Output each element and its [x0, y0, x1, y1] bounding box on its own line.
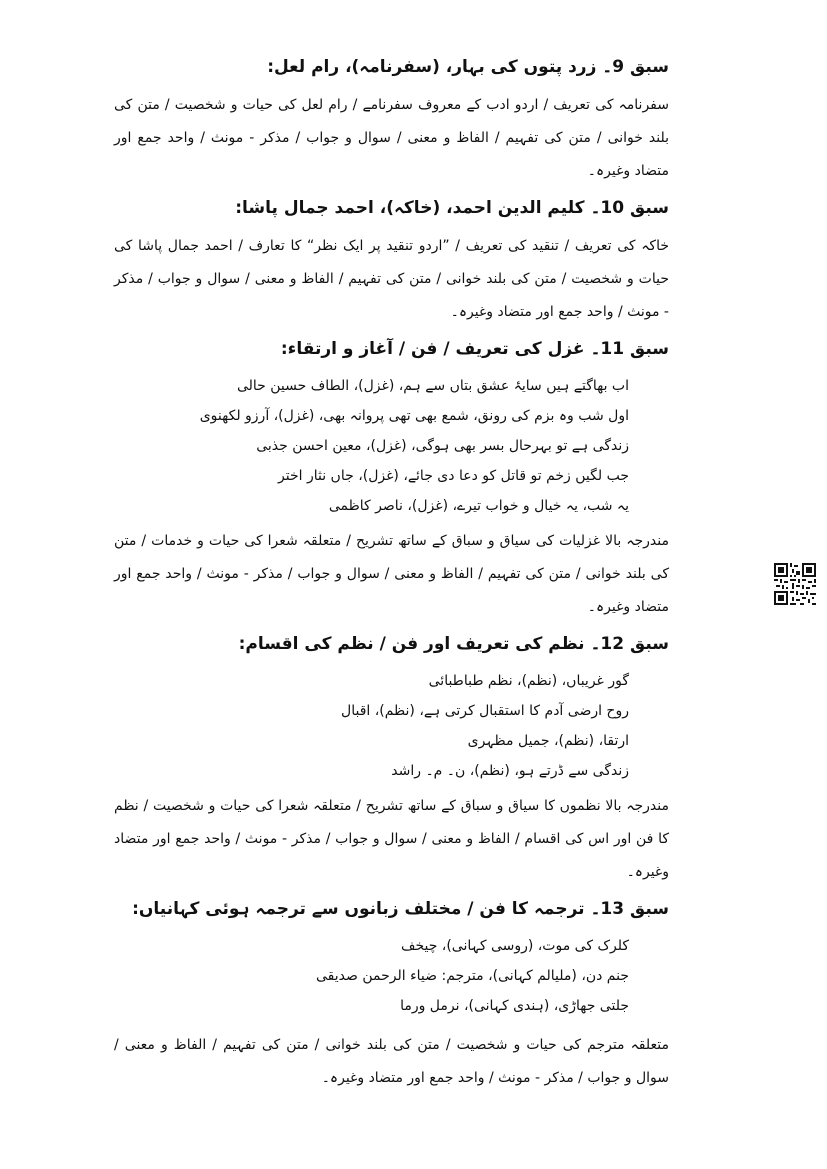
list-item: زندگی ہے تو بہرحال بسر بھی ہوگی، (غزل)، معین احسن جذبی: [256, 438, 629, 454]
list-item: جنم دن، (ملیالم کہانی)، مترجم: ضیاء الرحمن صدیقی: [316, 968, 629, 984]
lesson-description: متعلقہ مترجم کی حیات و شخصیت / متن کی بلند خوانی / متن کی تفہیم / الفاظ و معنی / سوال و جواب / مذکر - مونث / واحد جمع اور متضاد وغیرہ۔: [114, 1037, 669, 1086]
nazm-list: [114, 666, 669, 786]
lesson-description: خاکہ کی تعریف / تنقید کی تعریف / ”اردو تنقید پر ایک نظر“ کا تعارف / احمد جمال پاشا کی حیات و شخصیت / متن کی بلند خوانی / متن کی تفہیم / الفاظ و معنی / سوال و جواب / مذکر - مونث / واحد جمع اور متضاد وغیرہ۔: [114, 238, 669, 320]
list-item: ارتقا، (نظم)، جمیل مظہری: [467, 733, 629, 749]
lesson-heading: سبق 13۔ ترجمہ کا فن / مختلف زبانوں سے ترجمہ ہوئی کہانیاں:: [132, 899, 669, 919]
story-list: [114, 931, 669, 1021]
list-item: کلرک کی موت، (روسی کہانی)، چیخف: [400, 938, 629, 954]
lesson-heading: سبق 12۔ نظم کی تعریف اور فن / نظم کی اقسام:: [238, 634, 669, 654]
lesson-9: [114, 55, 669, 188]
syllabus-content: [114, 55, 669, 1103]
qr-code-icon: [774, 563, 816, 605]
lesson-heading: سبق 11۔ غزل کی تعریف / فن / آغاز و ارتقاء:: [280, 339, 669, 359]
lesson-10: [114, 196, 669, 329]
lesson-11: [114, 337, 669, 624]
list-item: گور غریباں، (نظم)، نظم طباطبائی: [428, 673, 629, 689]
lesson-heading: سبق 9۔ زرد پتوں کی بہار، (سفرنامہ)، رام لعل:: [267, 57, 669, 77]
list-item: اب بھاگتے ہیں سایۂ عشق بتاں سے ہم، (غزل)، الطاف حسین حالی: [236, 378, 629, 394]
ghazal-list: [114, 371, 669, 521]
lesson-description: مندرجہ بالا غزلیات کی سیاق و سباق کے ساتھ تشریح / متعلقہ شعرا کی حیات و خدمات / متن کی بلند خوانی / متن کی تفہیم / الفاظ و معنی / سوال و جواب / مذکر - مونث / واحد جمع اور متضاد وغیرہ۔: [114, 533, 669, 615]
list-item: روح ارضی آدم کا استقبال کرتی ہے، (نظم)، اقبال: [341, 703, 629, 719]
list-item: جلتی جھاڑی، (ہندی کہانی)، نرمل ورما: [400, 998, 629, 1014]
list-item: یہ شب، یہ خیال و خواب تیرے، (غزل)، ناصر کاظمی: [328, 498, 629, 514]
lesson-12: [114, 632, 669, 889]
lesson-heading: سبق 10۔ کلیم الدین احمد، (خاکہ)، احمد جمال پاشا:: [235, 198, 669, 218]
list-item: جب لگیں زخم تو قاتل کو دعا دی جائے، (غزل)، جاں نثار اختر: [278, 468, 629, 484]
lesson-13: [114, 897, 669, 1095]
lesson-description: سفرنامہ کی تعریف / اردو ادب کے معروف سفرنامے / رام لعل کی حیات و شخصیت / متن کی بلند خوانی / متن کی تفہیم / الفاظ و معنی / سوال و جواب / مذکر - مونث / واحد جمع اور متضاد وغیرہ۔: [114, 97, 669, 179]
list-item: زندگی سے ڈرتے ہو، (نظم)، ن۔ م۔ راشد: [391, 763, 629, 779]
lesson-description: مندرجہ بالا نظموں کا سیاق و سباق کے ساتھ تشریح / متعلقہ شعرا کی حیات و شخصیت / نظم کا فن اور اس کی اقسام / الفاظ و معنی / سوال و جواب / مذکر - مونث / واحد جمع اور متضاد وغیرہ۔: [114, 798, 669, 880]
list-item: اول شب وہ بزم کی رونق، شمع بھی تھی پروانہ بھی، (غزل)، آرزو لکھنوی: [199, 408, 629, 424]
